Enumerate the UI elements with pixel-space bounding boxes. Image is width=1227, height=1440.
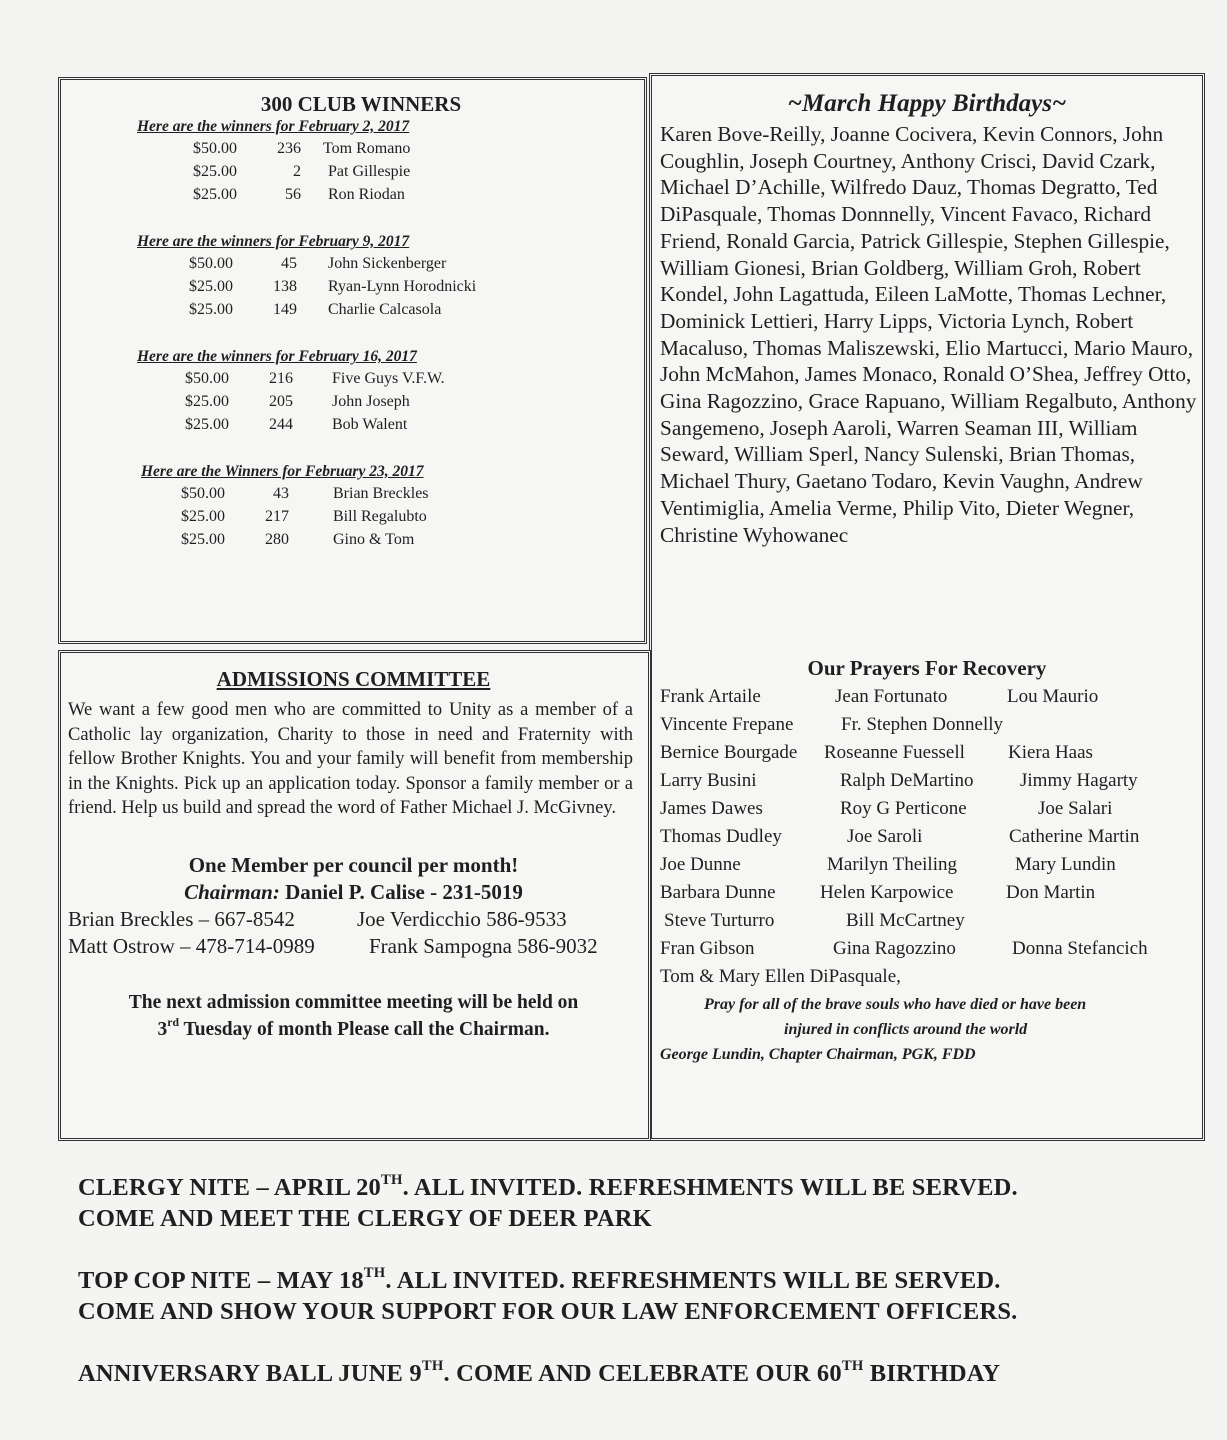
birthdays-names: Karen Bove-Reilly, Joanne Cocivera, Kevin Connors, John Coughlin, Joseph Courtney, Anthony Crisci, David Czark, Michael D’Achille, Wilfredo Dauz, Thomas Degratto, Ted DiPasquale, Thomas Donnnelly, Vincent Favaco, Richard Friend, Ronald Garcia, Patrick Gillespie, Stephen Gillespie, William Gionesi, Brian Goldberg, William Groh, Robert Kondel, John Lagattuda, Eileen LaMotte, Thomas Lechner, Dominick Lettieri, Harry Lipps, Victoria Lynch, Robert Macaluso, Thomas Maliszewski, Elio Martucci, Mario Mauro, John McMahon, James Monaco, Ronald O’Shea, Jeffrey Otto, Gina Ragozzino, Grace Rapuano, William Regalbuto, Anthony Sangemeno, Joseph Aaroli, Warren Seaman III, William Seward, William Sperl, Nancy Sulenski, Brian Thomas, Michael Thury, Gaetano Todaro, Kevin Vaughn, Andrew Ventimiglia, Amelia Verme, Philip Vito, Dieter Wegner, Christine Wyhowanec bbox=[660, 122, 1197, 547]
club-heading-4: Here are the Winners for February 23, 2017 bbox=[141, 463, 424, 480]
club-heading-1: Here are the winners for February 2, 2017 bbox=[137, 118, 410, 135]
prayer-row: Tom & Mary Ellen DiPasquale, bbox=[660, 966, 901, 987]
prayers-title: Our Prayers For Recovery bbox=[807, 656, 1047, 680]
contact-entry: Joe Verdicchio 586-9533 bbox=[357, 907, 567, 931]
contact-entry: Matt Ostrow – 478-714-0989 bbox=[68, 934, 315, 958]
admissions-paragraph: We want a few good men who are committed to Unity as a member of a Catholic lay organization, Charity to those in need and Fraternity with fellow Brother Knights. You and your family will benefit from membership in the Knights. Pick up an application today. Sponsor a family member or a friend. Help us build and spread the word of Father Michael J. McGivney. bbox=[68, 700, 633, 819]
chairman-label: Chairman: bbox=[184, 880, 280, 904]
prayer-note-line2: injured in conflicts around the world bbox=[784, 1021, 1028, 1038]
admissions-title: ADMISSIONS COMMITTEE bbox=[216, 667, 491, 691]
prayer-note-line1: Pray for all of the brave souls who have died or have been bbox=[704, 996, 1087, 1013]
next-meeting-line2: 3rd Tuesday of month Please call the Chairman. bbox=[157, 1016, 550, 1040]
admissions-chairman bbox=[61, 880, 646, 905]
prayer-row: Bernice Bourgade Roseanne Fuessell Kiera Haas bbox=[660, 742, 1093, 763]
prayer-row: Fran Gibson Gina Ragozzino Donna Stefancich bbox=[660, 938, 1148, 959]
prayer-row: Barbara Dunne Helen Karpowice Don Martin bbox=[660, 882, 1096, 903]
prayer-row: Steve Turturro Bill McCartney bbox=[664, 910, 965, 931]
top-cop-line2: COME AND SHOW YOUR SUPPORT FOR OUR LAW ENFORCEMENT OFFICERS. bbox=[78, 1298, 1018, 1325]
contact-entry: Frank Sampogna 586-9032 bbox=[369, 934, 598, 958]
prayer-row: Joe Dunne Marilyn Theiling Mary Lundin bbox=[660, 854, 1116, 875]
prayer-row: Vincente Frepane Fr. Stephen Donnelly bbox=[660, 714, 1004, 735]
club-heading-2: Here are the winners for February 9, 2017 bbox=[137, 233, 410, 250]
prayer-row: James Dawes Roy G Perticone Joe Salari bbox=[660, 798, 1113, 819]
clergy-nite-line2: COME AND MEET THE CLERGY OF DEER PARK bbox=[78, 1205, 652, 1232]
admissions-box bbox=[58, 650, 651, 1141]
top-cop-line1: TOP COP NITE – MAY 18TH. ALL INVITED. REFRESHMENTS WILL BE SERVED. bbox=[78, 1265, 1001, 1294]
anniversary-ball-line: ANNIVERSARY BALL JUNE 9TH. COME AND CELEBRATE OUR 60TH BIRTHDAY bbox=[78, 1358, 1001, 1387]
club-winners-box: 300 CLUB WINNERS Here are the winners for February 2, 2017 $50.00 236 Tom Romano $25.00 2 Pat Gillespie $25.00 56 Ron Riodan Here are the winners for February 9, 2017 $50.00 45 John Sickenberger $25.00 138 Ryan-Lynn Horodnicki $25.00 149 Charlie Calcasola Here are the winners for February 16, 2017 $50.00 216 Five Guys V.F.W. $25.00 205 John Joseph $25.00 244 Bob Walent Here are the Winners for February 23, 2017 $50.00 43 Brian Breckles $25.00 217 Bill Regalubto $25.00 280 Gino & Tom bbox=[58, 77, 647, 644]
prayer-row: Frank Artaile Jean Fortunato Lou Maurio bbox=[660, 686, 1099, 707]
next-meeting bbox=[61, 989, 646, 1043]
prayer-row: Larry Busini Ralph DeMartino Jimmy Hagarty bbox=[660, 770, 1138, 791]
club-title: 300 CLUB WINNERS bbox=[260, 92, 462, 116]
chairman-value: Daniel P. Calise - 231-5019 bbox=[279, 880, 523, 904]
club-heading-3: Here are the winners for February 16, 2017 bbox=[137, 348, 417, 365]
prayer-row: Thomas Dudley Joe Saroli Catherine Martin bbox=[660, 826, 1140, 847]
clergy-nite-line1: CLERGY NITE – APRIL 20TH. ALL INVITED. REFRESHMENTS WILL BE SERVED. bbox=[78, 1172, 1018, 1201]
prayer-signature: George Lundin, Chapter Chairman, PGK, FDD bbox=[660, 1046, 976, 1063]
contact-entry: Brian Breckles – 667-8542 bbox=[68, 907, 295, 931]
birthdays-prayers-box bbox=[649, 73, 1205, 1141]
next-meeting-line1: The next admission committee meeting will be held on bbox=[128, 992, 579, 1013]
admissions-member-line: One Member per council per month! bbox=[188, 853, 519, 877]
birthdays-title: ~March Happy Birthdays~ bbox=[787, 90, 1067, 117]
